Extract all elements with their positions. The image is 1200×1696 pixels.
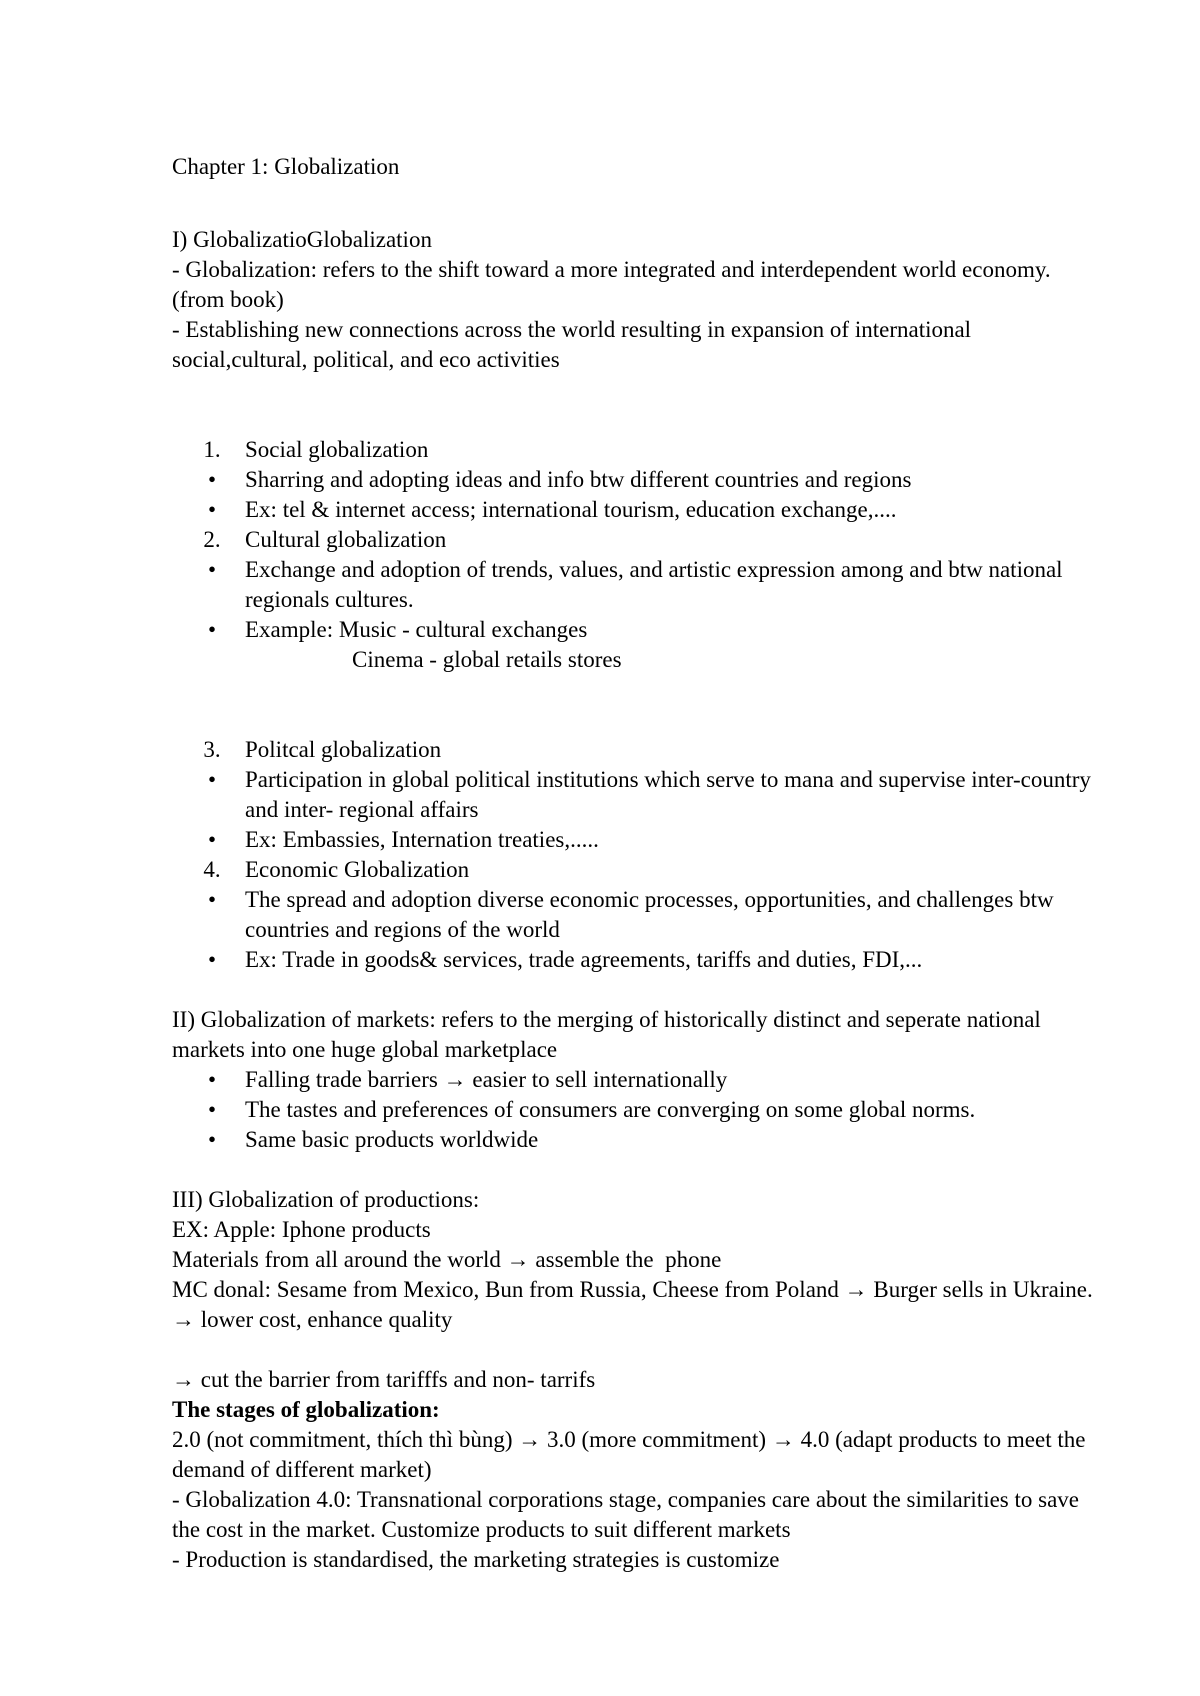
list-item	[200, 855, 1107, 885]
barrier-line: → cut the barrier from tarifffs and non- tarrifs	[172, 1367, 596, 1392]
bullet-icon: •	[207, 887, 217, 912]
list-item	[200, 825, 1107, 855]
list-item	[200, 1065, 1107, 1095]
globalization-definition-book: - Globalization: refers to the shift toward a more integrated and interdependent world economy. (from book)	[172, 257, 1057, 312]
bullet-icon: •	[207, 1067, 217, 1092]
bullet-icon: •	[207, 497, 217, 522]
section-2-heading: II) Globalization of markets: refers to the merging of historically distinct and seperate national markets into one huge global marketplace	[172, 1007, 1047, 1062]
list-item-text: Exchange and adoption of trends, values, and artistic expression among and btw national regionals cultures.	[245, 557, 1063, 612]
example-continuation: Cinema - global retails stores	[352, 647, 622, 672]
list-item	[200, 1125, 1107, 1155]
list-item-text: Economic Globalization	[245, 857, 470, 882]
list-item-text: Ex: Trade in goods& services, trade agreements, tariffs and duties, FDI,...	[245, 947, 923, 972]
bullet-icon: •	[207, 617, 217, 642]
list-marker: 1.	[203, 437, 221, 462]
list-item-text: Sharring and adopting ideas and info btw different countries and regions	[245, 467, 912, 492]
materials-line: Materials from all around the world → assemble the phone	[172, 1247, 722, 1272]
list-marker: 2.	[203, 527, 221, 552]
list-item	[200, 465, 1107, 495]
list-marker: 3.	[203, 737, 221, 762]
stages-heading: The stages of globalization:	[172, 1397, 440, 1422]
list-item	[200, 495, 1107, 525]
bullet-icon: •	[207, 467, 217, 492]
list-item-text: Example: Music - cultural exchanges	[245, 617, 588, 642]
list-item-text: Same basic products worldwide	[245, 1127, 539, 1152]
list-item	[200, 435, 1107, 465]
stages-line: 2.0 (not commitment, thích thì bùng) → 3.0 (more commitment) → 4.0 (adapt products to meet the demand of different market)	[172, 1427, 1092, 1482]
list-item-text: Ex: Embassies, Internation treaties,.....	[245, 827, 599, 852]
bullet-icon: •	[207, 1127, 217, 1152]
list-item	[200, 555, 1107, 615]
bullet-icon: •	[207, 557, 217, 582]
list-item	[200, 735, 1107, 765]
bullet-icon: •	[207, 1097, 217, 1122]
list-item-text: Falling trade barriers → easier to sell internationally	[245, 1067, 728, 1092]
list-item-text: Politcal globalization	[245, 737, 442, 762]
mcdonald-example: MC donal: Sesame from Mexico, Bun from Russia, Cheese from Poland → Burger sells in Ukraine. → lower cost, enhance quality	[172, 1277, 1099, 1332]
section-3-heading: III) Globalization of productions:	[172, 1187, 480, 1212]
list-item	[200, 1095, 1107, 1125]
list-item-text: The tastes and preferences of consumers are converging on some global norms.	[245, 1097, 976, 1122]
list-item-text: Cultural globalization	[245, 527, 447, 552]
section-1-heading: I) GlobalizatioGlobalization	[172, 227, 432, 252]
list-item	[200, 945, 1107, 975]
list-item	[200, 765, 1107, 825]
list-item-text: Participation in global political institutions which serve to mana and supervise inter-country and inter- regional affairs	[245, 767, 1091, 822]
list-item	[200, 885, 1107, 945]
production-line: - Production is standardised, the marketing strategies is customize	[172, 1547, 780, 1572]
list-item	[200, 525, 1107, 555]
globalization-4-line: - Globalization 4.0: Transnational corporations stage, companies care about the similarities to save the cost in the market. Customize products to suit different markets	[172, 1487, 1085, 1542]
list-item	[200, 615, 1107, 645]
list-marker: 4.	[203, 857, 221, 882]
chapter-title: Chapter 1: Globalization	[172, 154, 400, 179]
apple-example: EX: Apple: Iphone products	[172, 1217, 431, 1242]
globalization-definition-connections: - Establishing new connections across the world resulting in expansion of international social,cultural, political, and eco activities	[172, 317, 977, 372]
list-item-text: Ex: tel & internet access; international tourism, education exchange,....	[245, 497, 897, 522]
bullet-icon: •	[207, 827, 217, 852]
bullet-icon: •	[207, 767, 217, 792]
bullet-icon: •	[207, 947, 217, 972]
list-item-text: Social globalization	[245, 437, 429, 462]
list-item-text: The spread and adoption diverse economic processes, opportunities, and challenges btw countries and regions of the world	[245, 887, 1054, 942]
